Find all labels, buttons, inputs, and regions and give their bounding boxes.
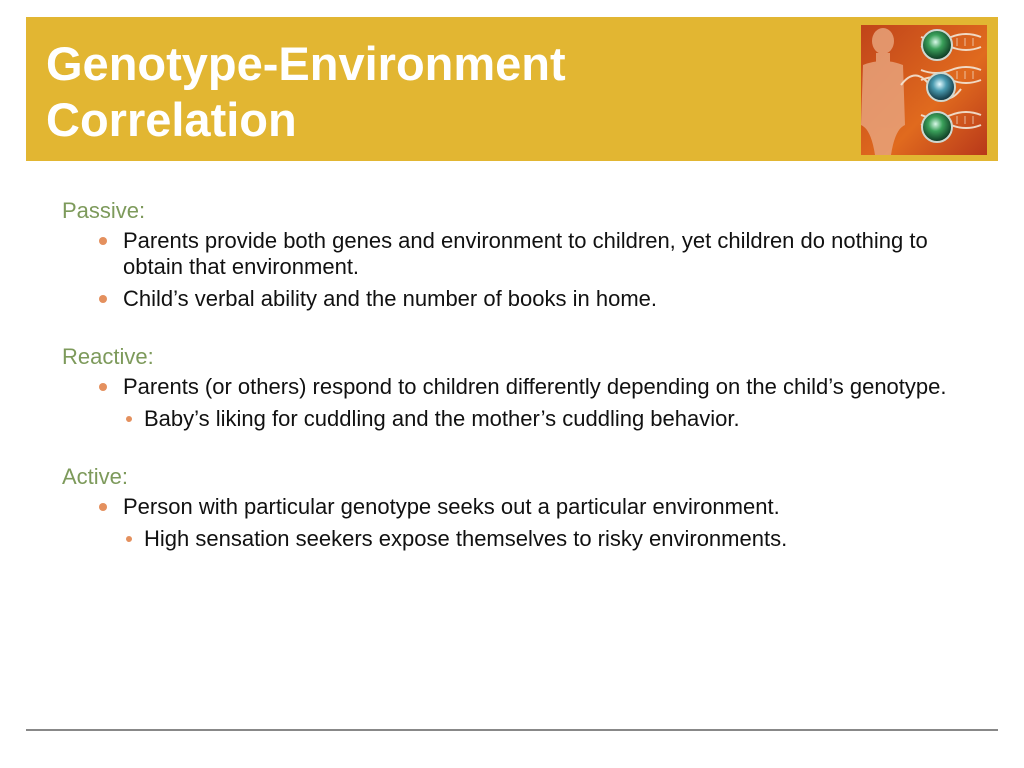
sub-bullet-dot-icon [126, 416, 132, 422]
section-label-passive: Passive: [62, 198, 146, 223]
bullet-text: Parents provide both genes and environment to children, yet children do nothing to obtain that environment. [123, 228, 928, 279]
bullet-item [62, 286, 962, 312]
bullet-dot-icon [99, 237, 107, 245]
bullet-item [62, 374, 962, 400]
title-line-2: Correlation [46, 93, 297, 146]
sub-bullet-text: High sensation seekers expose themselves to risky environments. [144, 526, 788, 551]
sub-bullet-text: Baby’s liking for cuddling and the mother’s cuddling behavior. [144, 406, 740, 431]
sub-bullet-dot-icon [126, 536, 132, 542]
bullet-item [62, 494, 962, 520]
section-passive [62, 198, 962, 312]
bullet-item [62, 228, 962, 280]
slide-title [46, 36, 826, 148]
dna-human-body-image [861, 25, 987, 155]
sub-bullet-item [62, 526, 962, 552]
bullet-dot-icon [99, 295, 107, 303]
sub-bullet-item [62, 406, 962, 432]
bottom-divider [26, 729, 998, 731]
section-reactive [62, 344, 962, 432]
bullet-text: Child’s verbal ability and the number of books in home. [123, 286, 658, 311]
section-label-active: Active: [62, 464, 129, 489]
title-line-1: Genotype-Environment [46, 37, 566, 90]
bullet-dot-icon [99, 503, 107, 511]
section-label-reactive: Reactive: [62, 344, 154, 369]
slide-content [62, 198, 962, 584]
section-active [62, 464, 962, 552]
bullet-dot-icon [99, 383, 107, 391]
bullet-text: Parents (or others) respond to children differently depending on the child’s genotype. [123, 374, 947, 399]
bullet-text: Person with particular genotype seeks out a particular environment. [123, 494, 780, 519]
